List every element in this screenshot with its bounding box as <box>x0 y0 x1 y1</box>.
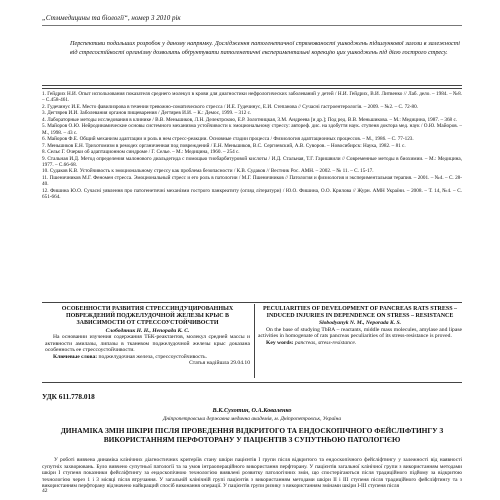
article-title: ДИНАМІКА ЗМІН ШКІРИ ПІСЛЯ ПРОВЕДЕННЯ ВІДКРИТОГО ТА ЕНДОСКОПІЧНОГО ФЕЙСЛІФТИНГУ З ВИКОРИСТАННЯМ ПЕРФОТОРАНУ У ПАЦІЄНТІВ З СУПУТНЬОЮ ПАТОЛОГІЄЮ <box>60 426 444 444</box>
section-divider <box>42 302 462 303</box>
reference-item: 12. Фишина Ю.О. Сучасні уявлення про патогенетичні механізми гострого панкреатиту (огляд літератури) / Ю.О. Фишина, О.О. Крилова // Журн. АМН України. – 2008. – Т. 14, №4. – С. 651-664. <box>42 187 462 201</box>
reference-item: 2. Гудечинус И.Е. Место фавилизрова в течении тревожно-соматического стресса / И.Е. Гудечинус, Е.И. Степанова // Сучасні гастроентерологія. – 2009. – №2. – С. 72-80. <box>42 103 418 110</box>
reference-item: 9. Стальная И.Д. Метод определения малонового диальдегида с помощью тиобарбитуровой кислоты / И.Д. Стальная, Т.Г. Гаришвили // Современные методы в биохимии. – М.: Медицина, 1977. – С.66-68. <box>42 155 462 168</box>
reference-item: 10. Судаков К.В. Устойчивость к эмоциональному стрессу как проблема безопасности / К.В. Судаков // Вестник Рос. АМН. – 2002. – № 11. – С. 15-17. <box>42 168 374 175</box>
russian-keywords-label: Ключевые слова: <box>53 353 98 360</box>
english-keywords-label: Key words: <box>266 339 294 346</box>
section-divider <box>42 382 462 383</box>
russian-abstract <box>45 306 250 367</box>
reference-item: 5. Майоров О.Ю. Нейродинамические основы системного механизма устойчивости к эмоциональному стрессу: автореф. дис. на здобуття наук. ступеня доктора мед. наук / О.Ю. Майоров. – М., 1998. – 43 с. <box>42 123 462 136</box>
article-affiliation: Дніпропетровська державна медична академія, м. Дніпропетровськ, Україна <box>162 416 342 422</box>
conclusion-paragraph: Перспективи подальших розробок у даному напрямку. Дослідження патогенетичної спрямованості ушкоджень підшлункової залози в залежності від стресостійкості організму дозволить обґрунтувати патогенетичні експериментальні корекцію цих ушкоджень під дією гострого стресу. <box>70 40 460 56</box>
reference-item: 7. Меньшиков Е.Н. Трихотомизм в ремодех органиченная под повреждений / Е.Н. Меньшиков, В.С. Сергиевский, А.В. Суворов. – Новосибирск: Наука, 1982. – 81 с. <box>42 142 406 149</box>
russian-abstract-title: ОСОБЕННОСТИ РАЗВИТИЯ СТРЕССИНДУЦИРОВАННЫХ ПОВРЕЖДЕНИЙ ПОДЖЕЛУДОЧНОЙ ЖЕЛЕЗЫ КРЫС В ЗАВИСИМОСТИ ОТ СТРЕССОУСТОЙЧИВОСТИ <box>61 306 234 327</box>
section-divider <box>42 85 462 86</box>
english-abstract <box>258 306 462 346</box>
english-abstract-body: On the base of studying TbBA – reactants, middle mass molecules, amylase and lipase activities in homogenate of rats pancreas peculiarities of its stress-resistance is proved. <box>258 326 462 340</box>
russian-abstract-authors: Слободяник Н. Н., Непорада К. С. <box>105 327 190 334</box>
reference-item: 3. Дегтярев И.И. Заболевания органов пищеварения / Дегтярев И.И. – К.: Демос, 1999. – 312 с. <box>42 110 252 117</box>
header-divider <box>42 25 462 26</box>
russian-keywords: поджелудочная железа, стрессоустойчивость. <box>98 353 208 360</box>
reference-item: 1. Гейдрих Н.И. Опыт использования показателя среднего молекул в крови для диагностики нефрологических заболеваний у детей / Н.И. Гейдрих, В.И. Литвенко // Лаб. дело. – 1984. – №8. – С.458-461. <box>42 91 462 104</box>
english-abstract-authors: Slobodyanyk N. M., Neporada K. S. <box>318 320 402 327</box>
column-divider <box>254 304 255 378</box>
page-number: 42 <box>42 488 48 494</box>
reference-list <box>42 91 462 201</box>
section-divider <box>42 88 462 89</box>
journal-header: „Стммедицины та біології“, номер 3 2010 рік <box>42 14 181 22</box>
article-authors: В.К.Сухотин, О.А.Коваленко <box>212 407 292 414</box>
received-date: Статья надійшла 29.04.10 <box>189 360 250 367</box>
english-abstract-title: PECULIARITIES OF DEVELOPMENT OF PANCREAS RATS STRESS – INDUCED INJURIES IN DEPENDENCE ON STRESS – RESISTANCE <box>262 306 458 320</box>
english-keywords: pancreas, stress-resistance. <box>294 339 357 346</box>
reference-item: 6. Майоров Ф.Е. Общий механизм адаптации и роль в нем стресс-реакции. Основные стадии процесса / Физиология адаптационных процессов. – М., 1986. – С. 77-123. <box>42 136 414 143</box>
reference-item: 8. Сельє Г. Очерки об адаптационном синдроме / Г. Селье. – М.: Медицина, 1960. – 254 с. <box>42 149 240 156</box>
reference-item: 11. Пшеничников М.Г. Феномен стресса. Эмоциональный стресс и его роль в патологии / М.Г. Пшеничников // Патология и физиология и экспериментальная терапия. – 2001. – №4. – С. 28-40. <box>42 174 462 188</box>
article-abstract: У роботі вивчена динаміка клінічних діагностичних критеріїв стану шкіри пацієнтів I групи після відкритого та ендоскопічного фейсліфтингу у залежності від наявності супутніх захворювань. Було вивчено супутньої патології та за умов інтраопераційного використання перфторану. У пацієнтів загальної клінічної групи з використанням методами шкіри I ступеня показники фейсліфтингу за ендоскопічною технологією виявлені розвитку патологічних змін, що спостерігаються після традиційного підйому за відкритою технологією через 1 і 3 місяці після втручання. У загальній клінічній групі пацієнтів з використанням методами шкіри II і III ступеня після традиційного фейсліфтингу та з використанням перфторану відзначено найкращий спосіб виконання операції. У пацієнтів групи ризику з використанням змінами шкіри I-III ступеня після <box>42 457 462 490</box>
reference-item: 4. Лабораторные методы исследования в клинике / В.В. Меньшиков, Л.Н. Делектрскою, Е.Р. Золотницкая, З.М. Андреева [и др.]; Под ред. В.В. Меньшикова. – М.: Медицина, 1987. – 368 с. <box>42 116 458 123</box>
russian-abstract-body: На основании изучения содержания ТБК-реактантов, молекул средней массы и активности амилазы, липазы в тканевом поджелудочной железы крыс доказана особенность ее стрессоустойчивости. <box>45 334 250 354</box>
udc-code: УДК 611.778.018 <box>42 392 95 401</box>
